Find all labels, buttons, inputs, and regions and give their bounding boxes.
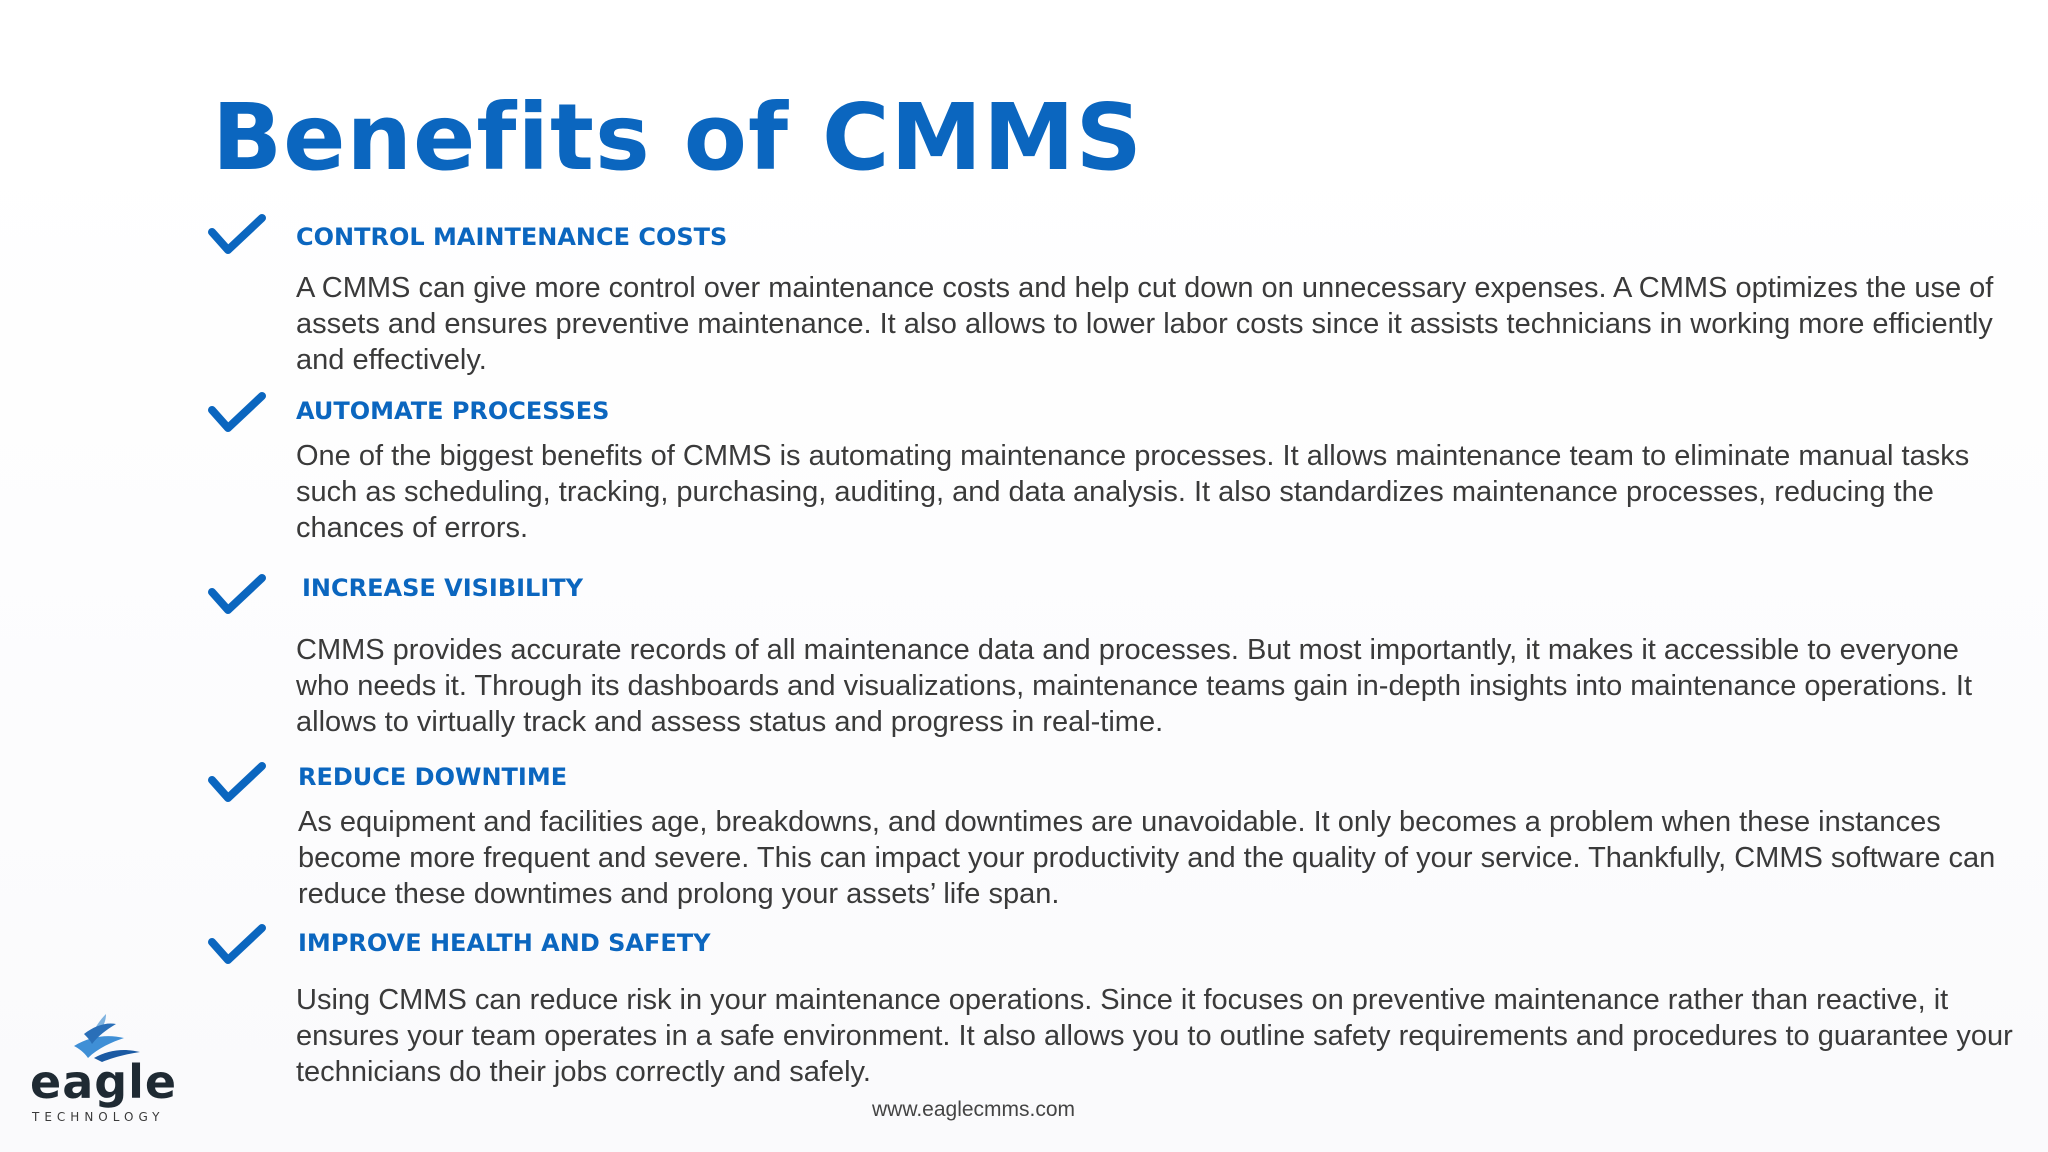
benefit-text-safety: Using CMMS can reduce risk in your maintenance operations. Since it focuses on preventive maintenance rather than reactive, it ensures your team operates in a safe environment. It also allows you to outline safety requirements and procedures to guarantee your technicians do their jobs correctly and safely.: [296, 984, 2013, 1088]
benefit-text-automate: One of the biggest benefits of CMMS is automating maintenance processes. It allows maintenance team to eliminate manual tasks such as scheduling, tracking, purchasing, auditing, and data analysis. It also standardizes maintenance processes, reducing the chances of errors.: [296, 440, 1970, 544]
page-title: Benefits of CMMS: [212, 84, 1143, 191]
benefit-heading-visibility: INCREASE VISIBILITY: [302, 574, 584, 602]
checkmark-icon: [208, 212, 266, 258]
checkmark-icon: [208, 390, 266, 436]
eagle-technology-logo: [28, 1012, 178, 1122]
checkmark-icon: [208, 760, 266, 806]
benefit-text-downtime: As equipment and facilities age, breakdowns, and downtimes are unavoidable. It only becomes a problem when these instances become more frequent and severe. This can impact your productivity and the quality of your service. Thankfully, CMMS software can reduce these downtimes and prolong your assets’ life span.: [298, 806, 1996, 910]
benefit-heading-safety: IMPROVE HEALTH AND SAFETY: [298, 929, 711, 957]
checkmark-icon: [208, 572, 266, 618]
benefit-heading-automate: AUTOMATE PROCESSES: [296, 397, 610, 425]
logo-wordmark: eagle: [30, 1055, 178, 1109]
benefit-text-visibility: CMMS provides accurate records of all maintenance data and processes. But most importantly, it makes it accessible to everyone who needs it. Through its dashboards and visualizations, maintenance teams gain in-depth insights into maintenance operations. It allows to virtually track and assess status and progress in real-time.: [296, 634, 1973, 738]
benefit-heading-downtime: REDUCE DOWNTIME: [298, 763, 568, 791]
logo-subtitle: TECHNOLOGY: [32, 1110, 165, 1124]
benefit-text-control-costs: A CMMS can give more control over maintenance costs and help cut down on unnecessary expenses. A CMMS optimizes the use of assets and ensures preventive maintenance. It also allows to lower labor costs since it assists technicians in working more efficiently and effectively.: [296, 272, 1994, 376]
checkmark-icon: [208, 922, 266, 968]
benefit-heading-control-costs: CONTROL MAINTENANCE COSTS: [296, 223, 728, 251]
footer-website-url: www.eaglecmms.com: [872, 1098, 1076, 1121]
